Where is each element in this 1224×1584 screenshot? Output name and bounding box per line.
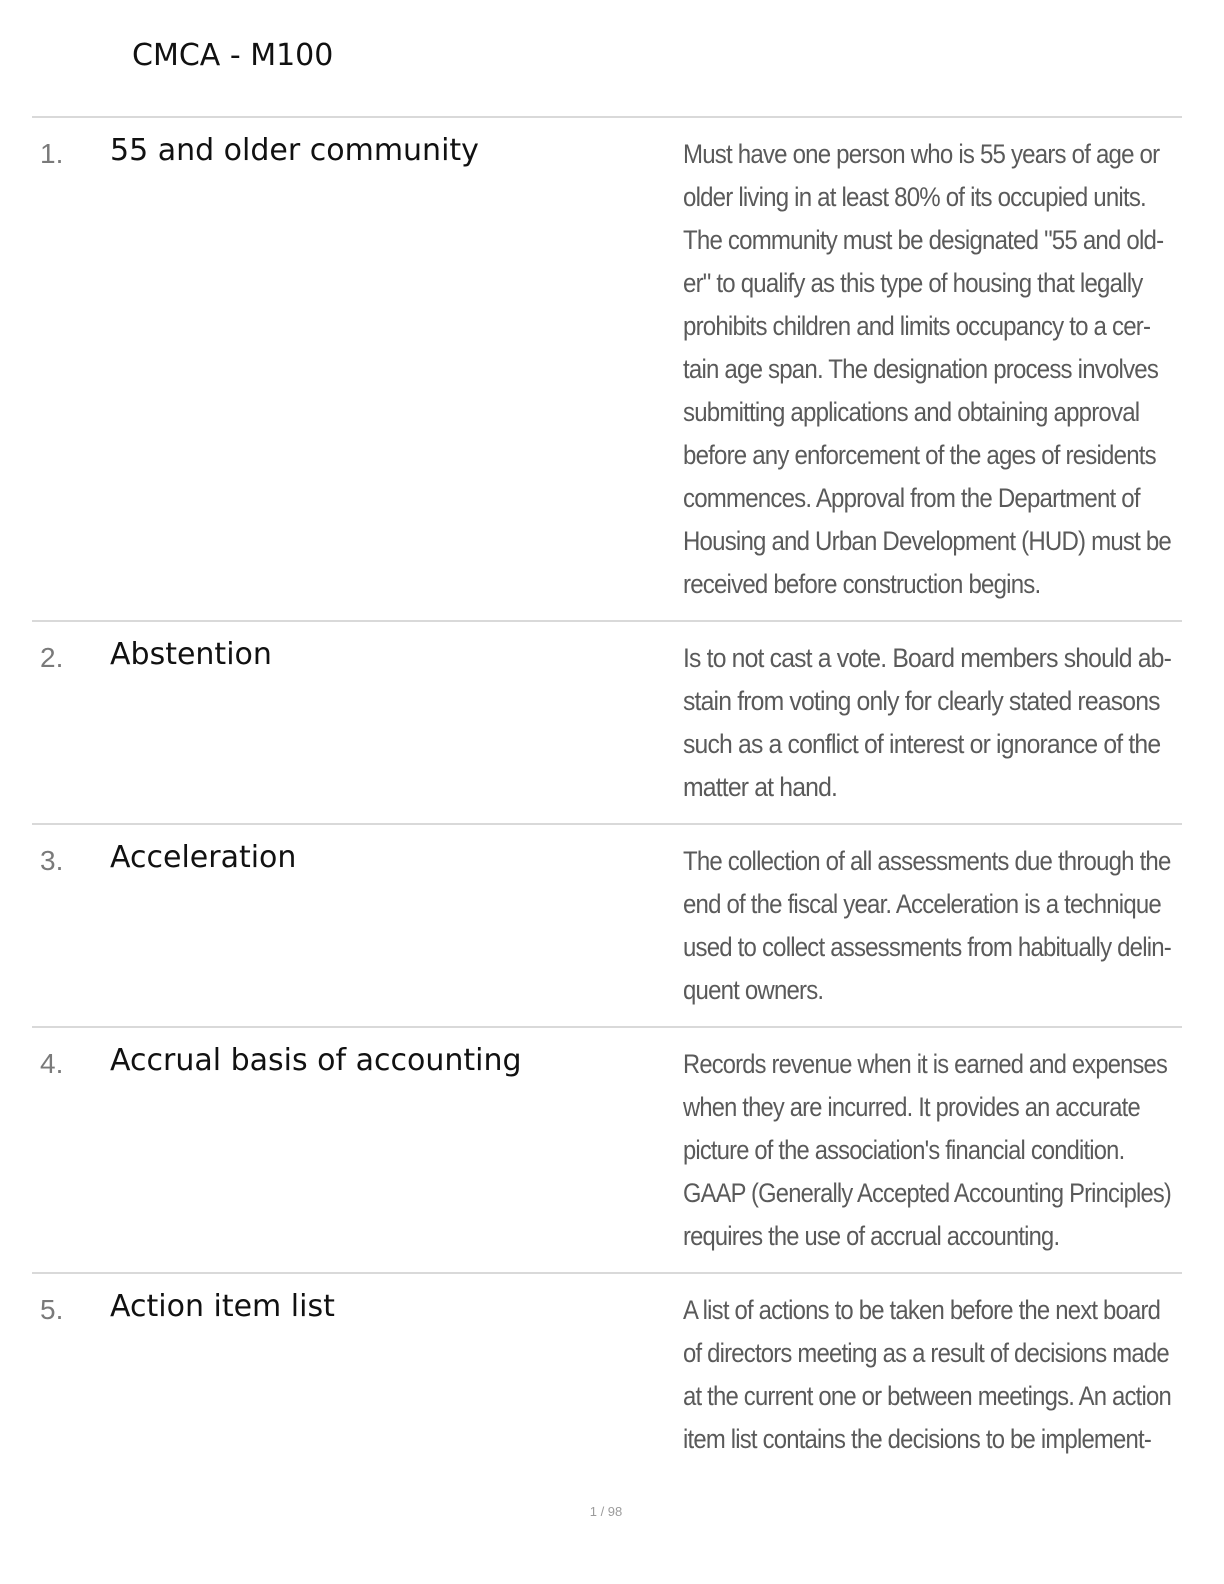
term-number: 2. [40, 642, 64, 673]
term-list [32, 116, 1182, 1462]
term-name: 55 and older community [110, 133, 479, 168]
term-definition: Is to not cast a vote. Board members should ab- stain from voting only for clearly stated reasons such as a conflict of interest or ignorance of the matter at hand. [683, 643, 1171, 802]
term-number: 3. [40, 845, 64, 876]
term-name: Abstention [110, 637, 272, 672]
term-definition: A list of actions to be taken before the next board of directors meeting as a result of decisions made at the current one or between meetings. An action item list contains the decisions to be implement- [683, 1295, 1171, 1454]
term-definition: The collection of all assessments due through the end of the fiscal year. Acceleration is a technique used to collect assessments from habitually delin- quent owners. [683, 846, 1171, 1005]
term-row [32, 620, 1182, 823]
term-row [32, 116, 1182, 620]
term-number: 4. [40, 1048, 64, 1079]
page-title: CMCA - M100 [132, 38, 334, 73]
term-row [32, 1026, 1182, 1272]
term-definition: Records revenue when it is earned and expenses when they are incurred. It provides an accurate picture of the association's financial condition. GAAP (Generally Accepted Accounting Principles) requires the use of accrual accounting. [683, 1049, 1171, 1251]
page-number: 1 / 98 [589, 1504, 623, 1519]
term-definition: Must have one person who is 55 years of age or older living in at least 80% of its occupied units. The community must be designated "55 and old- er" to qualify as this type of housing that legally prohibits children and limits occupancy to a cer- tain age span. The designation process involves submitting applications and obtaining approval before any enforcement of the ages of residents commences. Approval from the Department of Housing and Urban Development (HUD) must be received before construction begins. [683, 139, 1171, 599]
term-name: Accrual basis of accounting [110, 1043, 522, 1078]
term-row [32, 823, 1182, 1026]
term-number: 5. [40, 1294, 64, 1325]
term-row [32, 1272, 1182, 1462]
term-name: Acceleration [110, 840, 297, 875]
term-number: 1. [40, 138, 64, 169]
term-name: Action item list [110, 1289, 335, 1324]
